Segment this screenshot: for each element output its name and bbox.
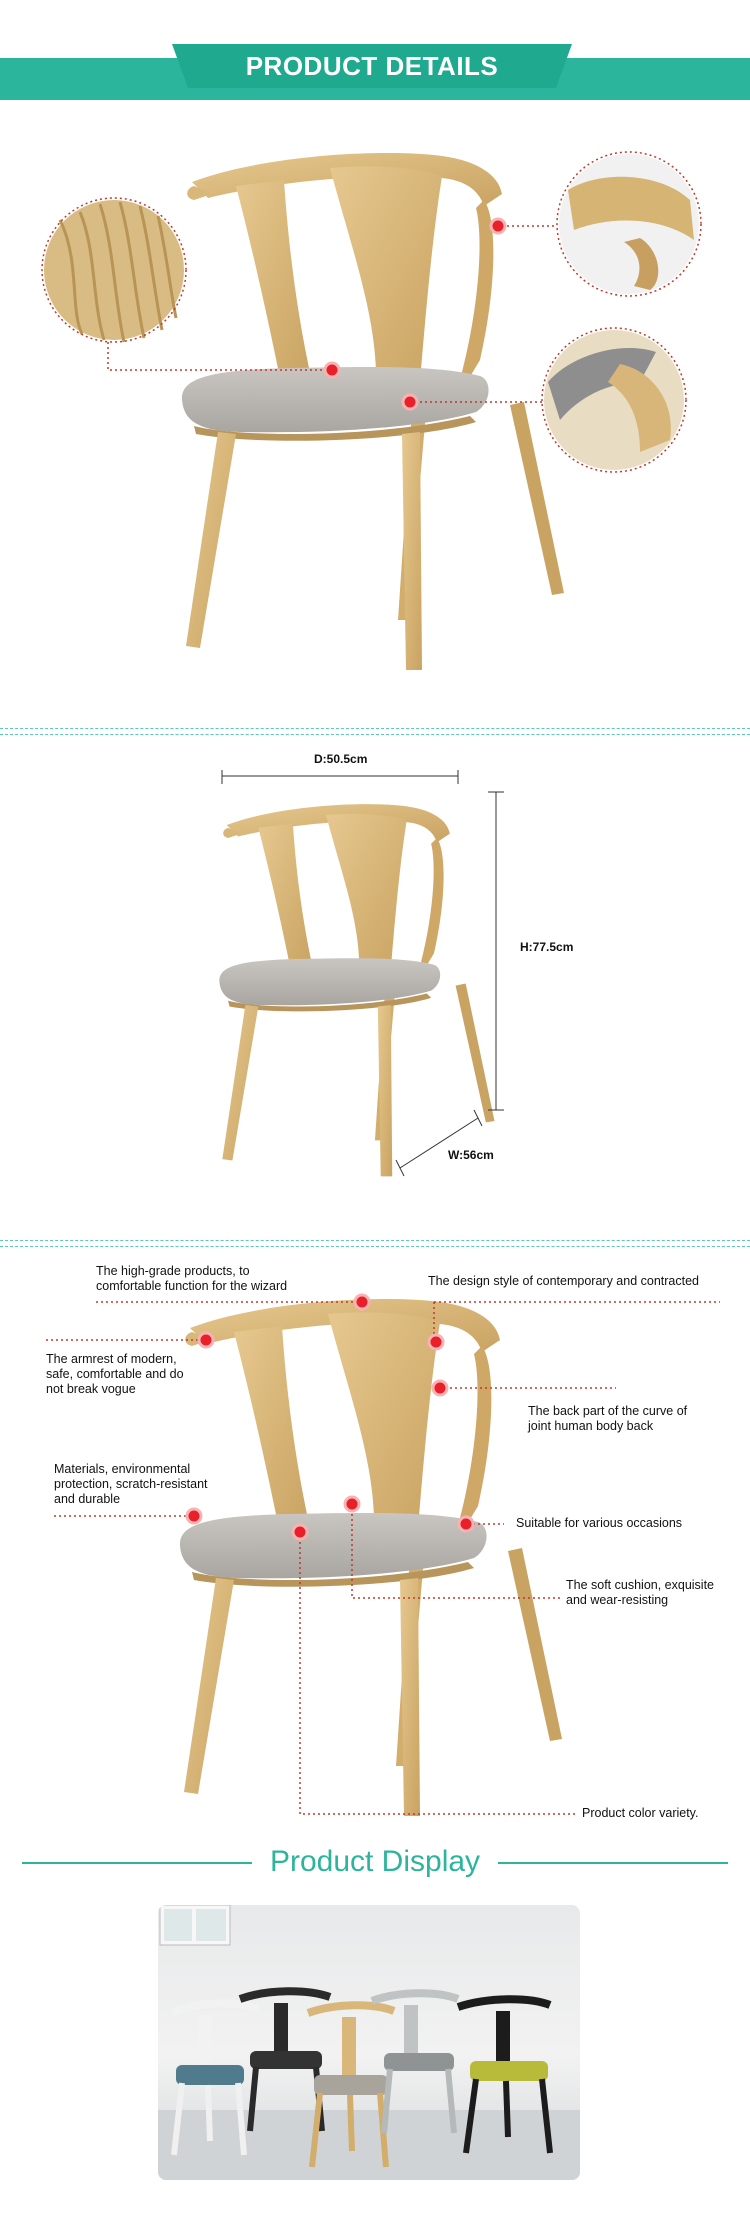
display-title: Product Display (269, 1845, 481, 1878)
chair-image (180, 1299, 562, 1816)
fabric-closeup (542, 328, 686, 472)
section-divider (0, 1240, 750, 1247)
feature-illustration (0, 1260, 750, 1830)
feature-callout: Suitable for various occasions (516, 1516, 683, 1530)
dimension-illustration (0, 740, 750, 1190)
feature-callout: The high-grade products, to comfortable function for the wizard (96, 1264, 288, 1293)
feature-callout: The design style of contemporary and contracted (428, 1274, 699, 1288)
page-title: PRODUCT DETAILS (245, 51, 499, 81)
wood-grain-closeup (42, 198, 186, 342)
width-label: W:56cm (448, 1148, 494, 1162)
feature-callout: Materials, environmental protection, scratch-resistant and durable (54, 1462, 208, 1506)
armrest-closeup (557, 152, 701, 296)
chair-image (219, 804, 494, 1176)
feature-callout: The back part of the curve of joint human body back (528, 1404, 688, 1433)
chair-image (182, 153, 564, 670)
detail-illustration (0, 120, 750, 700)
section-divider (0, 728, 750, 735)
feature-callout: The soft cushion, exquisite and wear-resisting (566, 1578, 714, 1607)
feature-callout: The armrest of modern, safe, comfortable and do not break vogue (46, 1352, 184, 1396)
feature-callout: Product color variety. (582, 1806, 699, 1820)
product-photo (158, 1905, 580, 2180)
height-label: H:77.5cm (520, 940, 574, 954)
depth-label: D:50.5cm (314, 752, 368, 766)
